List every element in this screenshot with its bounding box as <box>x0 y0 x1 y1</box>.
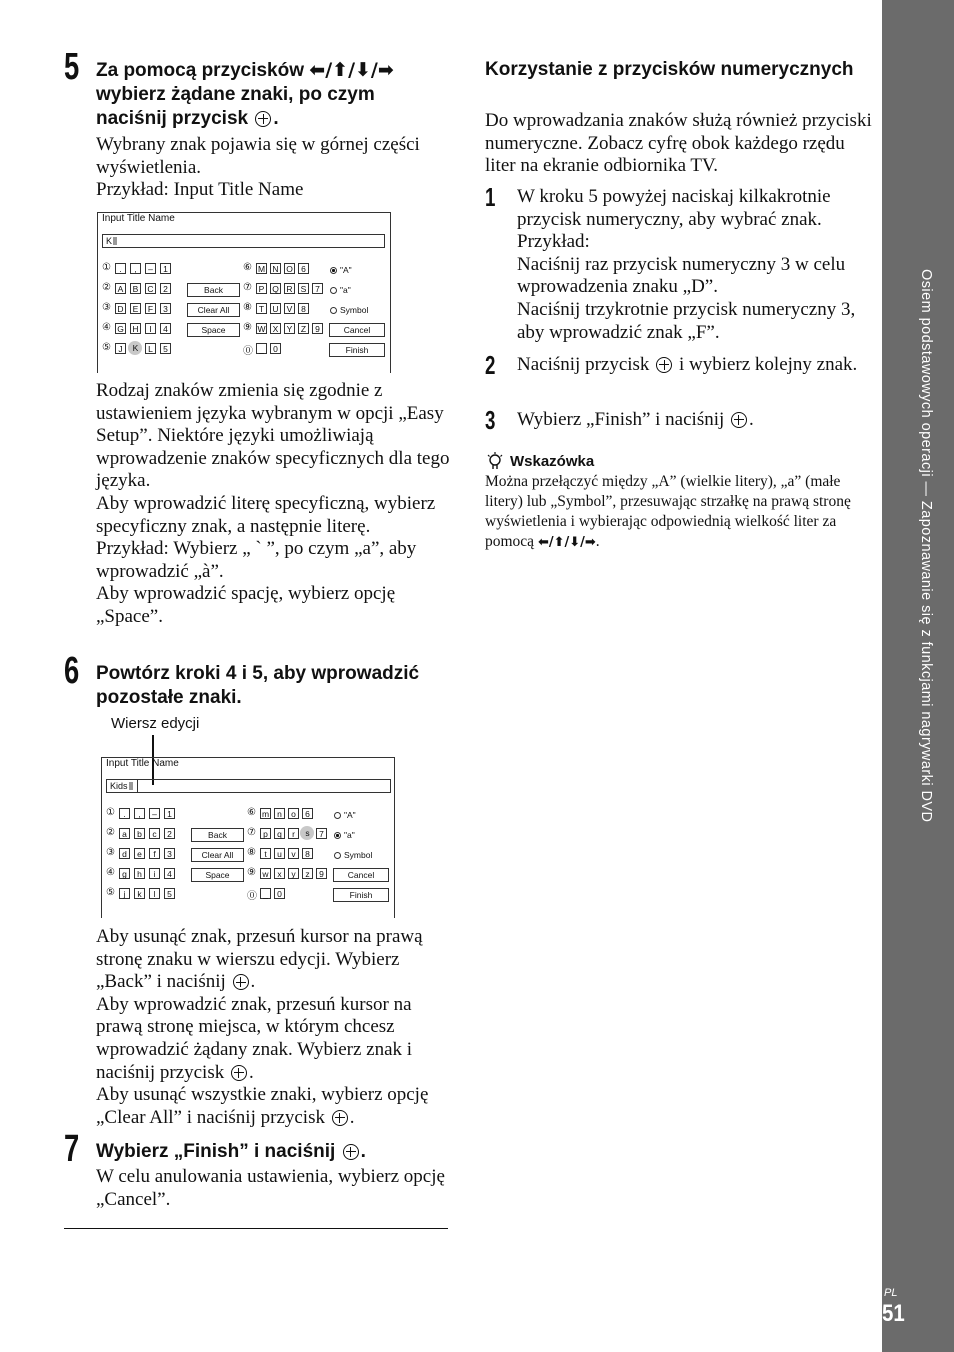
char-key: O <box>284 263 295 274</box>
char-key: 0 <box>274 888 285 899</box>
enter-button-icon <box>343 1144 359 1160</box>
char-key: 5 <box>164 888 175 899</box>
char-key: v <box>288 848 299 859</box>
step6-p1-text: Aby usunąć znak, przesuń kursor na prawą stronę znaku w wierszu edycji. Wybierz „Back” i naciśnij <box>96 926 423 993</box>
char-key: 6 <box>298 263 309 274</box>
row-number: ③ <box>106 847 115 858</box>
step6-p3-text: Aby usunąć wszystkie znaki, wybierz opcję „Clear All” i naciśnij przycisk <box>96 1084 429 1128</box>
numeric-intro: Do wprowadzania znaków służą również przyciski numeryczne. Zobacz cyfrę obok każdego rzędu liter na ekranie odbiornika TV. <box>485 110 872 177</box>
radio-label: "a" <box>344 830 355 840</box>
step5-p2: Przykład: Input Title Name <box>96 179 304 201</box>
step5-heading-part: wybierz żądane znaki, po czym <box>96 84 375 105</box>
char-key: , <box>130 263 141 274</box>
char-key: W <box>257 324 266 334</box>
step5-p1: Wybrany znak pojawia się w górnej części wyświetlenia. <box>96 134 420 178</box>
numeric-buttons-heading: Korzystanie z przycisków numerycznych <box>485 59 854 80</box>
enter-button-icon <box>332 1110 348 1126</box>
step5-heading-end: . <box>273 108 279 129</box>
char-key: C <box>145 283 156 294</box>
substep2-text-b: i wybierz kolejny znak. <box>674 354 858 375</box>
char-key: 4 <box>164 868 175 879</box>
radio-label: "A" <box>344 810 356 820</box>
radio-dot <box>330 287 337 294</box>
row-number: ① <box>102 262 111 273</box>
substep2-body <box>517 354 862 377</box>
char-key: Q <box>270 283 281 294</box>
char-key: X <box>270 323 281 334</box>
char-key: 3 <box>164 848 175 859</box>
char-key: 6 <box>302 808 313 819</box>
char-key: e <box>134 848 145 859</box>
char-key: M <box>257 264 266 274</box>
step5-heading-part: Za pomocą przycisków <box>96 60 310 81</box>
char-key: J <box>115 343 126 354</box>
char-key: Z <box>298 323 309 334</box>
row-number: ⓪ <box>247 891 257 902</box>
char-key: q <box>274 828 285 839</box>
key-button: Clear All <box>187 303 240 317</box>
char-key: y <box>288 868 299 879</box>
char-key: k <box>134 888 145 899</box>
radio-dot <box>330 307 337 314</box>
char-key: T <box>256 303 267 314</box>
radio-dot <box>334 812 341 819</box>
char-key: 1 <box>164 808 175 819</box>
tip-title: Wskazówka <box>510 453 595 470</box>
char-key: E <box>130 303 141 314</box>
char-key: f <box>149 848 160 859</box>
key-button: Back <box>191 828 244 842</box>
char-key: – <box>145 263 156 274</box>
case-radio <box>334 850 372 860</box>
row-number: ⑦ <box>247 827 256 838</box>
case-radio <box>330 265 352 275</box>
section-divider <box>64 1228 448 1229</box>
substep-number-3: 3 <box>485 405 496 435</box>
char-key: r <box>288 828 299 839</box>
row-number: ⑨ <box>247 867 256 878</box>
radio-label: "a" <box>340 285 351 295</box>
substep1-c: Naciśnij raz przycisk numeryczny 3 w celu wprowadzenia znaku „D”. <box>517 253 846 298</box>
char-key: 4 <box>160 323 171 334</box>
step6-p2: Aby wprowadzić znak, przesuń kursor na prawą stronę miejsca, w którym chcesz wprowadzić żądany znak. Wybierz znak i naciśnij przycisk . <box>96 993 413 1083</box>
screen-title: Input Title Name <box>102 213 175 224</box>
char-key: 1 <box>160 263 171 274</box>
step7-heading: Wybierz „Finish” i naciśnij . <box>96 1141 366 1162</box>
case-radio <box>334 830 355 840</box>
row-number: ④ <box>106 867 115 878</box>
row-number: ③ <box>102 302 111 313</box>
arrow-keys-icon: ⬅/⬆/⬇/➡ <box>537 535 596 550</box>
substep2-text-a: Naciśnij przycisk <box>517 354 655 375</box>
char-key: 9 <box>312 323 323 334</box>
char-key: 2 <box>160 283 171 294</box>
row-number: ② <box>106 827 115 838</box>
row-number: ⑧ <box>243 302 252 313</box>
char-key: c <box>149 828 160 839</box>
char-key: A <box>115 283 126 294</box>
char-key: 8 <box>302 848 313 859</box>
char-key: R <box>284 283 295 294</box>
char-key: . <box>119 808 130 819</box>
char-key: s <box>305 828 310 838</box>
case-radio <box>330 285 351 295</box>
char-key: . <box>115 263 126 274</box>
row-number: ⑥ <box>247 807 256 818</box>
char-key: g <box>119 868 130 879</box>
arrow-keys-icon: ⬅/⬆/⬇/➡ <box>309 59 394 81</box>
char-key: i <box>149 868 160 879</box>
radio-dot <box>334 852 341 859</box>
edit-line-value: K <box>106 236 113 246</box>
key-button: Cancel <box>333 868 389 882</box>
char-key: h <box>134 868 145 879</box>
step5-p5: Przykład: Wybierz „ ` ”, po czym „a”, aby wprowadzić „à”. <box>96 538 417 582</box>
radio-label: "A" <box>340 265 352 275</box>
row-number: ⑦ <box>243 282 252 293</box>
edit-line-outer <box>106 779 391 793</box>
step5-body-2 <box>96 380 451 629</box>
char-key: 0 <box>270 343 281 354</box>
substep-number-1: 1 <box>485 182 496 212</box>
char-key: , <box>134 808 145 819</box>
step-number-6: 6 <box>64 650 80 692</box>
language-code: PL <box>884 1287 898 1299</box>
char-key: w <box>260 868 271 879</box>
char-key: 3 <box>160 303 171 314</box>
input-title-screen-1 <box>97 212 391 372</box>
edit-line-callout: Wiersz edycji <box>111 715 200 732</box>
char-key: z <box>302 868 313 879</box>
char-key: a <box>119 828 130 839</box>
char-key: _ <box>256 343 267 354</box>
side-tab-text: Osiem podstawowych operacji — Zapoznawanie się z funkcjami nagrywarki DVD <box>918 269 934 823</box>
char-key: – <box>149 808 160 819</box>
char-key: p <box>260 828 271 839</box>
row-number: ⑤ <box>102 342 111 353</box>
char-key: _ <box>260 888 271 899</box>
char-key: K <box>132 343 139 353</box>
enter-button-icon <box>656 357 672 373</box>
step5-p3: Rodzaj znaków zmienia się zgodnie z ustawieniem języka wybranym w opcji „Easy Setup”. Niektóre języki umożliwiają wprowadzenie znaków specyficznych dla tego języka. <box>96 380 450 492</box>
key-button: Space <box>187 323 240 337</box>
step7-heading-text: Wybierz „Finish” i naciśnij <box>96 1141 341 1162</box>
key-button: Space <box>191 868 244 882</box>
char-key: 8 <box>298 303 309 314</box>
case-radio <box>334 810 356 820</box>
char-key: V <box>284 303 295 314</box>
char-key: 5 <box>160 343 171 354</box>
key-button: Cancel <box>329 323 385 337</box>
char-key: o <box>288 808 299 819</box>
char-key: j <box>119 888 130 899</box>
enter-button-icon <box>255 111 271 127</box>
row-number: ④ <box>102 322 111 333</box>
row-number: ⑤ <box>106 887 115 898</box>
tip-body: Można przełączyć między „A” (wielkie litery), „a” (małe litery) lub „Symbol”, przesuwając strzałkę na prawą stronę wyświetlenia i wybierając odpowiednią wielkość liter za pomocą <box>485 473 851 550</box>
char-key: P <box>256 283 267 294</box>
char-key: 7 <box>316 828 327 839</box>
row-number: ② <box>102 282 111 293</box>
substep1-b: Przykład: <box>517 231 590 253</box>
substep3-body: Wybierz „Finish” i naciśnij . <box>517 409 754 430</box>
substep-number-2: 2 <box>485 350 496 380</box>
radio-label: Symbol <box>344 850 373 860</box>
char-key: x <box>274 868 285 879</box>
text-cursor <box>113 237 117 245</box>
step5-p4: Aby wprowadzić literę specyficzną, wybierz specyficzny znak, a następnie literę. <box>96 492 436 537</box>
row-number: ⑨ <box>243 322 252 333</box>
substep1-body <box>517 186 872 344</box>
char-key: 7 <box>312 283 323 294</box>
key-button: Back <box>187 283 240 297</box>
char-key: d <box>119 848 130 859</box>
char-key: H <box>130 323 141 334</box>
radio-label: Symbol <box>340 305 369 315</box>
enter-button-icon <box>731 412 747 428</box>
key-button: Clear All <box>191 848 244 862</box>
char-key: 9 <box>316 868 327 879</box>
char-key: N <box>270 263 281 274</box>
char-key: G <box>115 323 126 334</box>
key-button: Finish <box>333 888 389 902</box>
enter-button-icon <box>233 974 249 990</box>
char-key: m <box>261 809 270 819</box>
substep1-d: Naciśnij trzykrotnie przycisk numeryczny 3, aby wprowadzić znak „F”. <box>517 298 856 343</box>
step5-heading-part: naciśnij przycisk <box>96 108 254 129</box>
step6-body <box>96 926 451 1129</box>
char-key: t <box>260 848 271 859</box>
step-number-5: 5 <box>64 46 80 88</box>
key-button: Finish <box>329 343 385 357</box>
edit-line-value: Kids <box>110 781 128 791</box>
input-title-screen-2 <box>101 757 395 917</box>
step5-heading <box>96 58 456 131</box>
edit-line <box>102 234 385 248</box>
char-key: u <box>274 848 285 859</box>
row-number: ⓪ <box>243 346 253 357</box>
step-number-7: 7 <box>64 1128 80 1170</box>
enter-button-icon <box>231 1065 247 1081</box>
step5-p6: Aby wprowadzić spację, wybierz opcję „Space”. <box>96 583 396 627</box>
char-key: l <box>149 888 160 899</box>
step6-p2-text: Aby wprowadzić znak, przesuń kursor na prawą stronę miejsca, w którym chcesz wprowadzić żądany znak. Wybierz znak i naciśnij przycisk <box>96 993 413 1083</box>
char-key: 2 <box>164 828 175 839</box>
substep3-text: Wybierz „Finish” i naciśnij <box>517 409 730 430</box>
step6-heading: Powtórz kroki 4 i 5, aby wprowadzić pozostałe znaki. <box>96 663 420 708</box>
char-key: F <box>145 303 156 314</box>
lightbulb-icon <box>485 452 505 472</box>
tip-text: Można przełączyć między „A” (wielkie litery), „a” (małe litery) lub „Symbol”, przesuwając strzałkę na prawą stronę wyświetlenia i wybierając odpowiednią wielkość liter za pomocą ⬅/⬆/⬇/➡. <box>485 473 851 550</box>
radio-dot <box>330 267 337 274</box>
case-radio <box>330 305 368 315</box>
char-key: Y <box>284 323 295 334</box>
row-number: ① <box>106 807 115 818</box>
char-key: b <box>134 828 145 839</box>
step6-p1: Aby usunąć znak, przesuń kursor na prawą stronę znaku w wierszu edycji. Wybierz „Back” i naciśnij . <box>96 926 423 993</box>
char-key: I <box>145 323 156 334</box>
radio-dot <box>334 832 341 839</box>
row-number: ⑧ <box>247 847 256 858</box>
step7-body: W celu anulowania ustawienia, wybierz opcję „Cancel”. <box>96 1166 445 1210</box>
step5-body <box>96 134 451 202</box>
page-number: 51 <box>882 1300 905 1327</box>
substep1-a: W kroku 5 powyżej naciskaj kilkakrotnie przycisk numeryczny, aby wybrać znak. <box>517 186 831 230</box>
char-key: n <box>274 808 285 819</box>
char-key: D <box>115 303 126 314</box>
row-number: ⑥ <box>243 262 252 273</box>
screen-title: Input Title Name <box>106 758 179 769</box>
char-key: B <box>130 283 141 294</box>
char-key: S <box>298 283 309 294</box>
step6-p3: Aby usunąć wszystkie znaki, wybierz opcję „Clear All” i naciśnij przycisk . <box>96 1084 429 1128</box>
char-key: L <box>145 343 156 354</box>
char-key: U <box>270 303 281 314</box>
